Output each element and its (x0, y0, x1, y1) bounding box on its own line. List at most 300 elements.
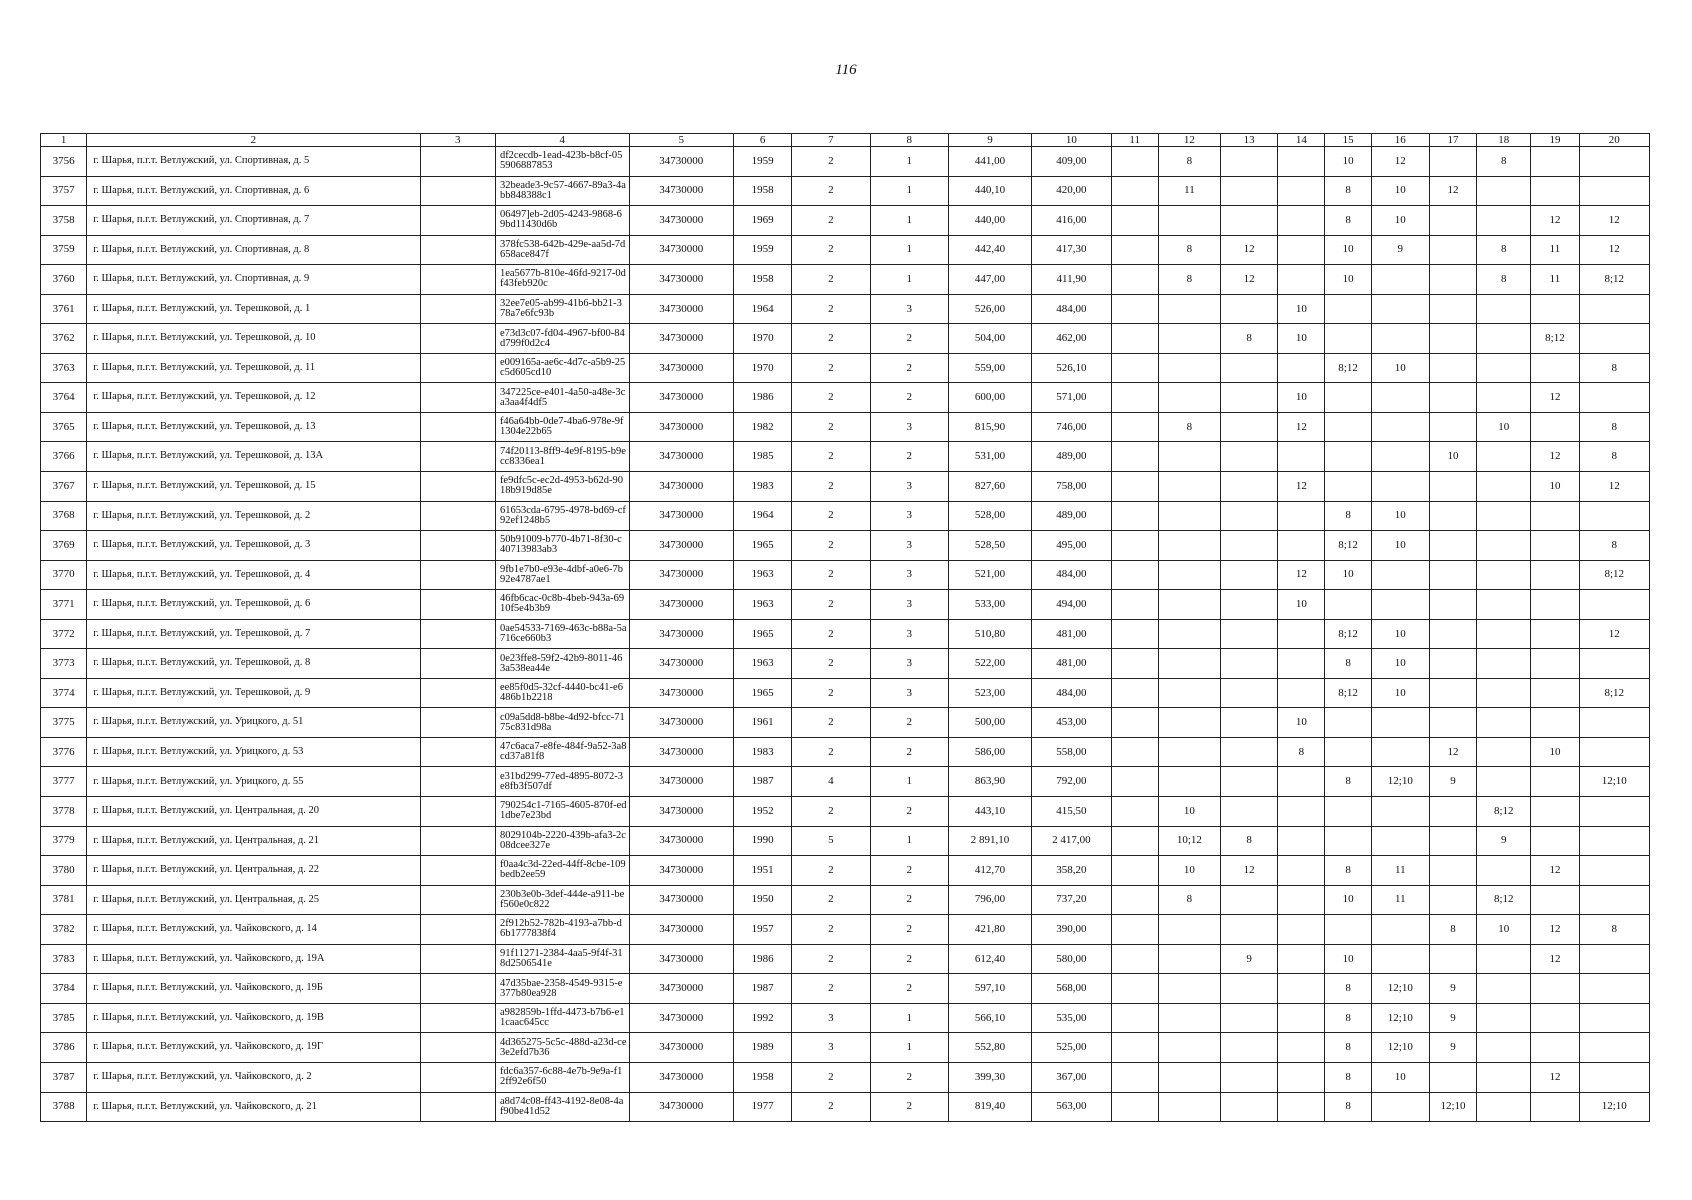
col-17-cell: 12 (1429, 176, 1476, 206)
total-area-cell: 522,00 (948, 649, 1031, 679)
col-18-cell: 10 (1477, 412, 1531, 442)
oktmo-code-cell: 34730000 (629, 885, 733, 915)
col-13-cell: 12 (1221, 856, 1278, 886)
row-number-cell: 3761 (41, 294, 87, 324)
col-17-cell: 12 (1429, 737, 1476, 767)
entrances-count-cell: 1 (870, 826, 948, 856)
floors-count-cell: 2 (792, 1062, 870, 1092)
address-cell: г. Шарья, п.г.т. Ветлужский, ул. Терешковой, д. 15 (87, 472, 420, 502)
total-area-cell: 442,40 (948, 235, 1031, 265)
col-17-cell (1429, 531, 1476, 561)
table-row (41, 944, 1650, 974)
col-18-cell (1477, 442, 1531, 472)
row-number-cell: 3782 (41, 915, 87, 945)
table-row (41, 767, 1650, 797)
col-14-cell (1278, 265, 1325, 295)
year-built-cell: 1952 (733, 797, 791, 827)
address-cell: г. Шарья, п.г.т. Ветлужский, ул. Терешковой, д. 11 (87, 353, 420, 383)
floors-count-cell: 2 (792, 294, 870, 324)
floors-count-cell: 3 (792, 1033, 870, 1063)
page-number: 116 (835, 62, 857, 78)
floors-count-cell: 2 (792, 1092, 870, 1122)
address-cell: г. Шарья, п.г.т. Ветлужский, ул. Центральная, д. 20 (87, 797, 420, 827)
column-number-6: 6 (733, 134, 791, 147)
address-cell: г. Шарья, п.г.т. Ветлужский, ул. Чайковского, д. 21 (87, 1092, 420, 1122)
table-row (41, 915, 1650, 945)
cadastral-number-cell (420, 797, 495, 827)
total-area-cell: 523,00 (948, 678, 1031, 708)
year-built-cell: 1950 (733, 885, 791, 915)
row-number-cell: 3776 (41, 737, 87, 767)
col-20-cell: 8 (1579, 353, 1649, 383)
cadastral-number-cell (420, 915, 495, 945)
total-area-cell: 796,00 (948, 885, 1031, 915)
col-18-cell: 8 (1477, 265, 1531, 295)
col-14-cell (1278, 1062, 1325, 1092)
col-12-cell (1158, 353, 1220, 383)
address-cell: г. Шарья, п.г.т. Ветлужский, ул. Чайковского, д. 19Г (87, 1033, 420, 1063)
col-17-cell: 9 (1429, 974, 1476, 1004)
cadastral-number-cell (420, 265, 495, 295)
floors-count-cell: 2 (792, 797, 870, 827)
col-17-cell (1429, 353, 1476, 383)
cadastral-number-cell (420, 708, 495, 738)
house-guid-cell: 32ee7e05-ab99-41b6-bb21-378a7e6fc93b (495, 294, 629, 324)
col-18-cell (1477, 649, 1531, 679)
col-19-cell (1531, 147, 1579, 177)
floors-count-cell: 2 (792, 649, 870, 679)
col-17-cell: 9 (1429, 767, 1476, 797)
col-15-cell: 10 (1325, 885, 1371, 915)
entrances-count-cell: 2 (870, 353, 948, 383)
col-19-cell (1531, 974, 1579, 1004)
col-19-cell (1531, 678, 1579, 708)
living-area-cell: 558,00 (1032, 737, 1111, 767)
col-13-cell (1221, 206, 1278, 236)
house-guid-cell: ee85f0d5-32cf-4440-bc41-e6486b1b2218 (495, 678, 629, 708)
col-18-cell: 8 (1477, 235, 1531, 265)
total-area-cell: 600,00 (948, 383, 1031, 413)
row-number-cell: 3787 (41, 1062, 87, 1092)
floors-count-cell: 2 (792, 560, 870, 590)
house-guid-cell: 47d35bae-2358-4549-9315-e377b80ea928 (495, 974, 629, 1004)
col-20-cell (1579, 1033, 1649, 1063)
col-14-cell (1278, 826, 1325, 856)
oktmo-code-cell: 34730000 (629, 649, 733, 679)
col-14-cell (1278, 915, 1325, 945)
row-number-cell: 3771 (41, 590, 87, 620)
cadastral-number-cell (420, 619, 495, 649)
row-number-cell: 3768 (41, 501, 87, 531)
total-area-cell: 412,70 (948, 856, 1031, 886)
col-20-cell: 8 (1579, 915, 1649, 945)
entrances-count-cell: 1 (870, 147, 948, 177)
column-number-16: 16 (1371, 134, 1429, 147)
col-20-cell: 12 (1579, 619, 1649, 649)
col-16-cell: 12;10 (1371, 974, 1429, 1004)
col-12-cell: 8 (1158, 147, 1220, 177)
col-11-cell (1111, 1092, 1158, 1122)
total-area-cell: 510,80 (948, 619, 1031, 649)
col-12-cell (1158, 501, 1220, 531)
entrances-count-cell: 3 (870, 590, 948, 620)
entrances-count-cell: 1 (870, 767, 948, 797)
total-area-cell: 559,00 (948, 353, 1031, 383)
col-12-cell (1158, 1033, 1220, 1063)
column-number-header-row (41, 134, 1650, 147)
living-area-cell: 525,00 (1032, 1033, 1111, 1063)
living-area-cell: 481,00 (1032, 619, 1111, 649)
total-area-cell: 552,80 (948, 1033, 1031, 1063)
address-cell: г. Шарья, п.г.т. Ветлужский, ул. Спортивная, д. 8 (87, 235, 420, 265)
house-guid-cell: f46a64bb-0de7-4ba6-978e-9f1304e22b65 (495, 412, 629, 442)
col-16-cell: 10 (1371, 649, 1429, 679)
col-14-cell: 10 (1278, 324, 1325, 354)
col-20-cell (1579, 147, 1649, 177)
address-cell: г. Шарья, п.г.т. Ветлужский, ул. Чайковского, д. 2 (87, 1062, 420, 1092)
col-12-cell: 8 (1158, 412, 1220, 442)
column-number-5: 5 (629, 134, 733, 147)
col-20-cell (1579, 856, 1649, 886)
year-built-cell: 1970 (733, 324, 791, 354)
table-row (41, 826, 1650, 856)
col-11-cell (1111, 590, 1158, 620)
living-area-cell: 571,00 (1032, 383, 1111, 413)
year-built-cell: 1958 (733, 265, 791, 295)
col-11-cell (1111, 176, 1158, 206)
col-12-cell: 10;12 (1158, 826, 1220, 856)
oktmo-code-cell: 34730000 (629, 678, 733, 708)
col-20-cell: 8;12 (1579, 678, 1649, 708)
oktmo-code-cell: 34730000 (629, 1033, 733, 1063)
row-number-cell: 3786 (41, 1033, 87, 1063)
oktmo-code-cell: 34730000 (629, 353, 733, 383)
col-19-cell (1531, 412, 1579, 442)
year-built-cell: 1958 (733, 1062, 791, 1092)
col-15-cell (1325, 590, 1371, 620)
cadastral-number-cell (420, 678, 495, 708)
house-guid-cell: e73d3c07-fd04-4967-bf00-84d799f0d2c4 (495, 324, 629, 354)
cadastral-number-cell (420, 649, 495, 679)
col-11-cell (1111, 885, 1158, 915)
col-13-cell (1221, 176, 1278, 206)
oktmo-code-cell: 34730000 (629, 974, 733, 1004)
cadastral-number-cell (420, 856, 495, 886)
table-row (41, 678, 1650, 708)
address-cell: г. Шарья, п.г.т. Ветлужский, ул. Терешковой, д. 4 (87, 560, 420, 590)
col-15-cell (1325, 797, 1371, 827)
entrances-count-cell: 1 (870, 1033, 948, 1063)
oktmo-code-cell: 34730000 (629, 797, 733, 827)
col-13-cell: 9 (1221, 944, 1278, 974)
oktmo-code-cell: 34730000 (629, 1062, 733, 1092)
col-17-cell (1429, 560, 1476, 590)
cadastral-number-cell (420, 176, 495, 206)
col-20-cell (1579, 324, 1649, 354)
entrances-count-cell: 1 (870, 235, 948, 265)
cadastral-number-cell (420, 294, 495, 324)
col-16-cell: 10 (1371, 501, 1429, 531)
floors-count-cell: 2 (792, 353, 870, 383)
col-19-cell: 10 (1531, 737, 1579, 767)
address-cell: г. Шарья, п.г.т. Ветлужский, ул. Чайковского, д. 14 (87, 915, 420, 945)
column-number-1: 1 (41, 134, 87, 147)
cadastral-number-cell (420, 767, 495, 797)
col-14-cell: 10 (1278, 294, 1325, 324)
entrances-count-cell: 2 (870, 944, 948, 974)
col-15-cell: 8 (1325, 1092, 1371, 1122)
col-12-cell (1158, 767, 1220, 797)
floors-count-cell: 2 (792, 531, 870, 561)
col-14-cell (1278, 944, 1325, 974)
entrances-count-cell: 2 (870, 442, 948, 472)
total-area-cell: 443,10 (948, 797, 1031, 827)
address-cell: г. Шарья, п.г.т. Ветлужский, ул. Терешковой, д. 7 (87, 619, 420, 649)
cadastral-number-cell (420, 885, 495, 915)
col-17-cell (1429, 501, 1476, 531)
col-16-cell: 10 (1371, 1062, 1429, 1092)
col-11-cell (1111, 412, 1158, 442)
total-area-cell: 597,10 (948, 974, 1031, 1004)
col-15-cell: 8 (1325, 1033, 1371, 1063)
address-cell: г. Шарья, п.г.т. Ветлужский, ул. Урицкого, д. 53 (87, 737, 420, 767)
col-13-cell (1221, 353, 1278, 383)
col-13-cell (1221, 678, 1278, 708)
col-11-cell (1111, 206, 1158, 236)
col-11-cell (1111, 531, 1158, 561)
living-area-cell: 390,00 (1032, 915, 1111, 945)
cadastral-number-cell (420, 324, 495, 354)
col-15-cell: 8 (1325, 767, 1371, 797)
floors-count-cell: 2 (792, 915, 870, 945)
col-19-cell: 12 (1531, 915, 1579, 945)
col-13-cell: 12 (1221, 235, 1278, 265)
living-area-cell: 484,00 (1032, 678, 1111, 708)
total-area-cell: 526,00 (948, 294, 1031, 324)
entrances-count-cell: 2 (870, 324, 948, 354)
total-area-cell: 815,90 (948, 412, 1031, 442)
col-12-cell: 8 (1158, 885, 1220, 915)
house-guid-cell: fe9dfc5c-ec2d-4953-b62d-9018b919d85e (495, 472, 629, 502)
col-11-cell (1111, 1003, 1158, 1033)
col-19-cell (1531, 1003, 1579, 1033)
col-14-cell: 12 (1278, 472, 1325, 502)
cadastral-number-cell (420, 206, 495, 236)
house-guid-cell: a982859b-1ffd-4473-b7b6-e11caac645cc (495, 1003, 629, 1033)
house-guid-cell: 50b91009-b770-4b71-8f30-c40713983ab3 (495, 531, 629, 561)
total-area-cell: 440,00 (948, 206, 1031, 236)
row-number-cell: 3757 (41, 176, 87, 206)
col-17-cell (1429, 147, 1476, 177)
oktmo-code-cell: 34730000 (629, 590, 733, 620)
table-row (41, 472, 1650, 502)
living-area-cell: 415,50 (1032, 797, 1111, 827)
house-guid-cell: 74f20113-8ff9-4e9f-8195-b9ecc8336ea1 (495, 442, 629, 472)
address-cell: г. Шарья, п.г.т. Ветлужский, ул. Терешковой, д. 2 (87, 501, 420, 531)
entrances-count-cell: 2 (870, 885, 948, 915)
living-area-cell: 489,00 (1032, 501, 1111, 531)
col-18-cell: 9 (1477, 826, 1531, 856)
col-18-cell (1477, 472, 1531, 502)
total-area-cell: 441,00 (948, 147, 1031, 177)
oktmo-code-cell: 34730000 (629, 324, 733, 354)
col-14-cell (1278, 206, 1325, 236)
living-area-cell: 495,00 (1032, 531, 1111, 561)
col-20-cell: 12;10 (1579, 1092, 1649, 1122)
house-guid-cell: 61653cda-6795-4978-bd69-cf92ef1248b5 (495, 501, 629, 531)
living-area-cell: 580,00 (1032, 944, 1111, 974)
col-20-cell (1579, 383, 1649, 413)
col-15-cell: 10 (1325, 235, 1371, 265)
cadastral-number-cell (420, 590, 495, 620)
table-row (41, 265, 1650, 295)
oktmo-code-cell: 34730000 (629, 915, 733, 945)
table-row (41, 590, 1650, 620)
table-row (41, 412, 1650, 442)
row-number-cell: 3785 (41, 1003, 87, 1033)
col-12-cell: 10 (1158, 856, 1220, 886)
col-11-cell (1111, 619, 1158, 649)
table-row (41, 1092, 1650, 1122)
col-20-cell: 12 (1579, 235, 1649, 265)
entrances-count-cell: 2 (870, 797, 948, 827)
row-number-cell: 3767 (41, 472, 87, 502)
total-area-cell: 504,00 (948, 324, 1031, 354)
col-14-cell (1278, 1003, 1325, 1033)
oktmo-code-cell: 34730000 (629, 560, 733, 590)
col-19-cell (1531, 885, 1579, 915)
col-16-cell (1371, 1092, 1429, 1122)
row-number-cell: 3778 (41, 797, 87, 827)
living-area-cell: 367,00 (1032, 1062, 1111, 1092)
row-number-cell: 3783 (41, 944, 87, 974)
col-15-cell (1325, 708, 1371, 738)
living-area-cell: 417,30 (1032, 235, 1111, 265)
col-16-cell: 9 (1371, 235, 1429, 265)
floors-count-cell: 2 (792, 383, 870, 413)
address-cell: г. Шарья, п.г.т. Ветлужский, ул. Терешковой, д. 6 (87, 590, 420, 620)
col-11-cell (1111, 294, 1158, 324)
living-area-cell: 409,00 (1032, 147, 1111, 177)
col-18-cell (1477, 176, 1531, 206)
year-built-cell: 1959 (733, 147, 791, 177)
col-18-cell (1477, 944, 1531, 974)
row-number-cell: 3788 (41, 1092, 87, 1122)
living-area-cell: 411,90 (1032, 265, 1111, 295)
row-number-cell: 3779 (41, 826, 87, 856)
year-built-cell: 1957 (733, 915, 791, 945)
cadastral-number-cell (420, 412, 495, 442)
col-14-cell (1278, 235, 1325, 265)
col-17-cell (1429, 472, 1476, 502)
col-19-cell (1531, 590, 1579, 620)
living-area-cell: 489,00 (1032, 442, 1111, 472)
oktmo-code-cell: 34730000 (629, 708, 733, 738)
col-16-cell: 10 (1371, 531, 1429, 561)
column-number-10: 10 (1032, 134, 1111, 147)
row-number-cell: 3762 (41, 324, 87, 354)
cadastral-number-cell (420, 1092, 495, 1122)
entrances-count-cell: 2 (870, 856, 948, 886)
col-18-cell (1477, 531, 1531, 561)
col-14-cell (1278, 1092, 1325, 1122)
column-number-9: 9 (948, 134, 1031, 147)
col-13-cell (1221, 472, 1278, 502)
entrances-count-cell: 3 (870, 472, 948, 502)
column-number-18: 18 (1477, 134, 1531, 147)
col-15-cell: 8;12 (1325, 678, 1371, 708)
col-19-cell: 10 (1531, 472, 1579, 502)
year-built-cell: 1992 (733, 1003, 791, 1033)
address-cell: г. Шарья, п.г.т. Ветлужский, ул. Терешковой, д. 10 (87, 324, 420, 354)
oktmo-code-cell: 34730000 (629, 412, 733, 442)
col-20-cell: 12;10 (1579, 767, 1649, 797)
col-19-cell: 8;12 (1531, 324, 1579, 354)
col-17-cell (1429, 856, 1476, 886)
house-guid-cell: 347225ce-e401-4a50-a48e-3ca3aa4f4df5 (495, 383, 629, 413)
col-14-cell: 8 (1278, 737, 1325, 767)
total-area-cell: 533,00 (948, 590, 1031, 620)
oktmo-code-cell: 34730000 (629, 147, 733, 177)
col-18-cell (1477, 590, 1531, 620)
table-row (41, 737, 1650, 767)
year-built-cell: 1990 (733, 826, 791, 856)
col-20-cell (1579, 708, 1649, 738)
col-15-cell (1325, 324, 1371, 354)
col-18-cell (1477, 767, 1531, 797)
oktmo-code-cell: 34730000 (629, 1092, 733, 1122)
entrances-count-cell: 1 (870, 1003, 948, 1033)
floors-count-cell: 2 (792, 324, 870, 354)
col-15-cell (1325, 915, 1371, 945)
cadastral-number-cell (420, 353, 495, 383)
col-12-cell: 8 (1158, 235, 1220, 265)
col-12-cell (1158, 560, 1220, 590)
cadastral-number-cell (420, 1033, 495, 1063)
col-16-cell (1371, 294, 1429, 324)
col-15-cell: 8;12 (1325, 619, 1371, 649)
oktmo-code-cell: 34730000 (629, 265, 733, 295)
col-19-cell (1531, 826, 1579, 856)
col-17-cell (1429, 324, 1476, 354)
col-18-cell (1477, 324, 1531, 354)
floors-count-cell: 2 (792, 619, 870, 649)
col-19-cell (1531, 649, 1579, 679)
col-19-cell (1531, 1092, 1579, 1122)
house-guid-cell: fdc6a357-6c88-4e7b-9e9a-f12ff92e6f50 (495, 1062, 629, 1092)
col-16-cell: 10 (1371, 619, 1429, 649)
col-20-cell (1579, 176, 1649, 206)
col-20-cell: 8;12 (1579, 265, 1649, 295)
address-cell: г. Шарья, п.г.т. Ветлужский, ул. Чайковского, д. 19Б (87, 974, 420, 1004)
address-cell: г. Шарья, п.г.т. Ветлужский, ул. Спортивная, д. 6 (87, 176, 420, 206)
row-number-cell: 3777 (41, 767, 87, 797)
year-built-cell: 1989 (733, 1033, 791, 1063)
col-20-cell (1579, 1062, 1649, 1092)
address-cell: г. Шарья, п.г.т. Ветлужский, ул. Терешковой, д. 3 (87, 531, 420, 561)
entrances-count-cell: 3 (870, 649, 948, 679)
col-13-cell (1221, 501, 1278, 531)
table-row (41, 619, 1650, 649)
floors-count-cell: 2 (792, 412, 870, 442)
table-row (41, 885, 1650, 915)
cadastral-number-cell (420, 501, 495, 531)
col-13-cell (1221, 412, 1278, 442)
column-number-12: 12 (1158, 134, 1220, 147)
year-built-cell: 1963 (733, 590, 791, 620)
floors-count-cell: 4 (792, 767, 870, 797)
total-area-cell: 819,40 (948, 1092, 1031, 1122)
